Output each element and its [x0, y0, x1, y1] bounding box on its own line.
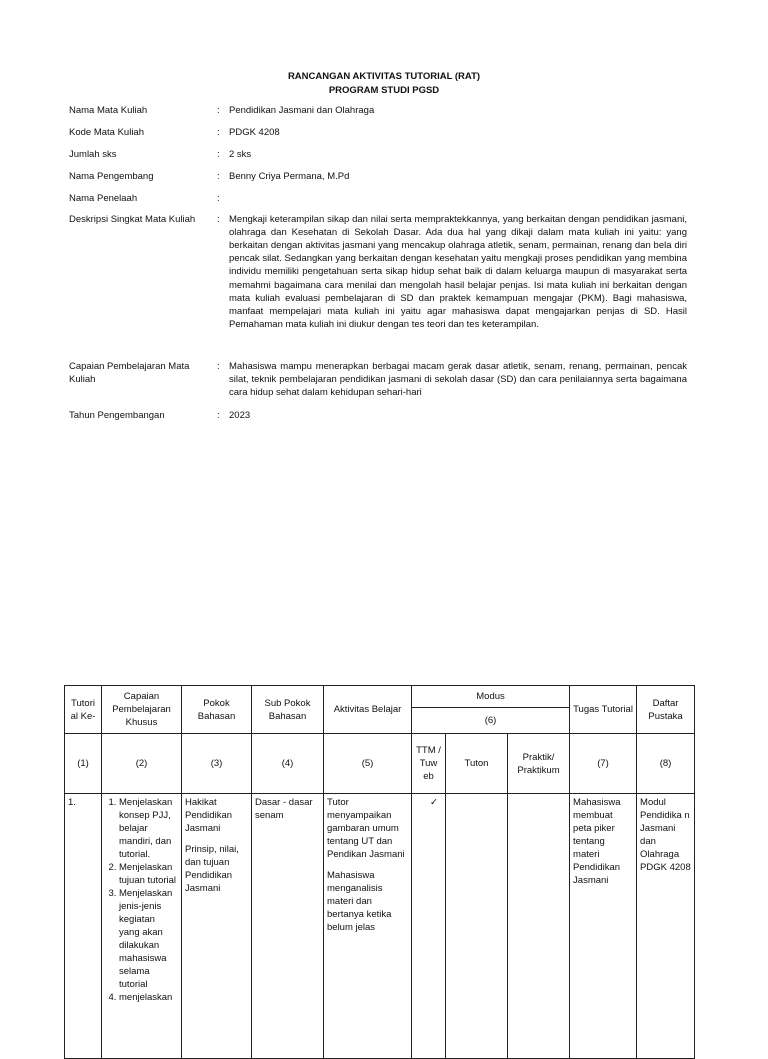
- header-aktivitas: Aktivitas Belajar: [324, 686, 412, 734]
- meta-row-tahun: [69, 409, 687, 422]
- pokok-bahasan-item: Prinsip, nilai, dan tujuan Pendidikan Jasmani: [185, 844, 239, 894]
- meta-value: 2023: [229, 410, 251, 421]
- header-capaian: Capaian Pembelajaran Khusus: [102, 686, 182, 734]
- meta-row-kode-mata-kuliah: [69, 126, 687, 139]
- meta-row-deskripsi: [69, 213, 687, 331]
- meta-value: Benny Criya Permana, M.Pd: [229, 171, 350, 182]
- meta-colon: :: [217, 127, 220, 138]
- meta-label: Kode Mata Kuliah: [69, 127, 144, 138]
- meta-colon: :: [217, 149, 220, 160]
- capaian-cell: [102, 794, 182, 1059]
- col-number: (5): [324, 734, 412, 794]
- meta-label: Tahun Pengembangan: [69, 410, 165, 421]
- meta-row-nama-mata-kuliah: [69, 104, 687, 117]
- col-number: (3): [182, 734, 252, 794]
- meta-row-nama-pengembang: [69, 170, 687, 183]
- tuton-cell: [446, 794, 508, 1059]
- meta-colon: :: [217, 193, 220, 204]
- tugas-cell: Mahasiswa membuat peta piker tentang materi Pendidikan Jasmani: [570, 794, 637, 1059]
- meta-colon: :: [217, 361, 220, 372]
- meta-colon: :: [217, 105, 220, 116]
- aktivitas-item: Tutor menyampaikan gambaran umum tentang UT dan Pendikan Jasmani: [327, 797, 405, 860]
- meta-colon: :: [217, 214, 220, 225]
- meta-colon: :: [217, 171, 220, 182]
- document-title: RANCANGAN AKTIVITAS TUTORIAL (RAT): [287, 71, 481, 82]
- meta-colon: :: [217, 410, 220, 421]
- meta-label: Capaian Pembelajaran Mata Kuliah: [69, 361, 190, 386]
- pokok-bahasan-cell: [182, 794, 252, 1059]
- aktivitas-item: Mahasiswa menganalisis materi dan bertanya ketika belum jelas: [327, 870, 392, 933]
- aktivitas-cell: [324, 794, 412, 1059]
- header-tugas: Tugas Tutorial: [570, 686, 637, 734]
- meta-label: Nama Mata Kuliah: [69, 105, 148, 116]
- course-description: Mengkaji keterampilan sikap dan nilai serta mempraktekkannya, yang berkaitan dengan pendidikan jasmani, olahraga dan Kesehatan di Sekolah Dasar. Ada dua hal yang dikaji dalam mata kuliah ini yaitu: yang berkaitan dengan aktivitas jasmani yang mencakup olahraga atletik, senam, permainan, renang dan bela diri pencak silat. Sedangkan yang berkaitan dengan kesehatan yaitu mengkaji proses pendidikan yang membina individu memiliki pengetahuan serta sikap hidup sehat baik di dalam keluarga maupun di masyarakat serta memahmi bagaimana cara menilai dan mengolah hasil belajar penjas. Isi mata kuliah ini berkaitan dengan mata kuliah evaluasi pembelajaran di SD dan praktek kemampuan mengajar (PKM). Bagi mahasiswa, manfaat mempelajari mata kuliah ini yaitu agar mahasiswa dapat mengajarkan penjas di SD. Hasil Pemahaman mata kuliah ini diukur dengan tes teori dan tes keterampilan.: [229, 214, 687, 330]
- list-item: 2. Menjelaskan tujuan tutorial: [119, 861, 178, 887]
- header-daftar-pustaka: Daftar Pustaka: [637, 686, 695, 734]
- header-tuton: Tuton: [446, 734, 508, 794]
- table-row: [65, 794, 695, 1059]
- meta-label: Deskripsi Singkat Mata Kuliah: [69, 214, 196, 225]
- document-header: [0, 70, 768, 98]
- col-number: (1): [65, 734, 102, 794]
- meta-value: 2 sks: [229, 149, 252, 160]
- meta-value: PDGK 4208: [229, 127, 280, 138]
- col-number: (2): [102, 734, 182, 794]
- col-number: (7): [570, 734, 637, 794]
- rat-table: [64, 685, 695, 1059]
- list-item: 1. Menjelaskan konsep PJJ, belajar mandiri, dan tutorial.: [119, 796, 178, 861]
- meta-row-jumlah-sks: [69, 148, 687, 161]
- header-pokok-bahasan: Pokok Bahasan: [182, 686, 252, 734]
- header-sub-pokok-bahasan: Sub Pokok Bahasan: [252, 686, 324, 734]
- col-number: (4): [252, 734, 324, 794]
- meta-value: [229, 192, 687, 205]
- praktik-cell: [508, 794, 570, 1059]
- header-ttm: TTM / Tuw eb: [412, 734, 446, 794]
- meta-label: Nama Pengembang: [69, 171, 154, 182]
- pokok-bahasan-item: Hakikat Pendidikan Jasmani: [185, 797, 233, 834]
- meta-row-capaian: [69, 360, 687, 399]
- daftar-pustaka-cell: Modul Pendidika n Jasmani dan Olahraga PDGK 4208: [637, 794, 695, 1059]
- header-row-1: [65, 686, 695, 708]
- capaian-list: [105, 796, 178, 1004]
- header-modus: Modus: [412, 686, 570, 708]
- meta-value: Pendidikan Jasmani dan Olahraga: [229, 105, 375, 116]
- document-subtitle: PROGRAM STUDI PGSD: [328, 85, 440, 96]
- header-praktik: Praktik/ Praktikum: [508, 734, 570, 794]
- ttm-cell: [412, 794, 446, 1059]
- check-icon: ✓: [430, 797, 438, 808]
- list-item: 3. Menjelaskan jenis-jenis kegiatan yang akan dilakukan mahasiswa selama tutorial: [119, 887, 178, 991]
- header-modus-number: (6): [412, 708, 570, 734]
- tutorial-number: 1.: [65, 794, 102, 1059]
- meta-row-nama-penelaah: [69, 192, 687, 205]
- sub-pokok-bahasan-cell: Dasar - dasar senam: [252, 794, 324, 1059]
- list-item: 4. menjelaskan: [119, 991, 178, 1004]
- header-tutorial: Tutori al Ke-: [65, 686, 102, 734]
- meta-label: Nama Penelaah: [69, 193, 138, 204]
- number-row: [65, 734, 695, 794]
- learning-outcome: Mahasiswa mampu menerapkan berbagai macam gerak dasar atletik, senam, renang, permainan, pencak silat, teknik pembelajaran pendidikan jasmani di sekolah dasar (SD) dan cara penilaiannya serta bagaimana cara hidup sehat dalam kehidupan sehari-hari: [229, 361, 687, 399]
- col-number: (8): [637, 734, 695, 794]
- meta-label: Jumlah sks: [69, 149, 117, 160]
